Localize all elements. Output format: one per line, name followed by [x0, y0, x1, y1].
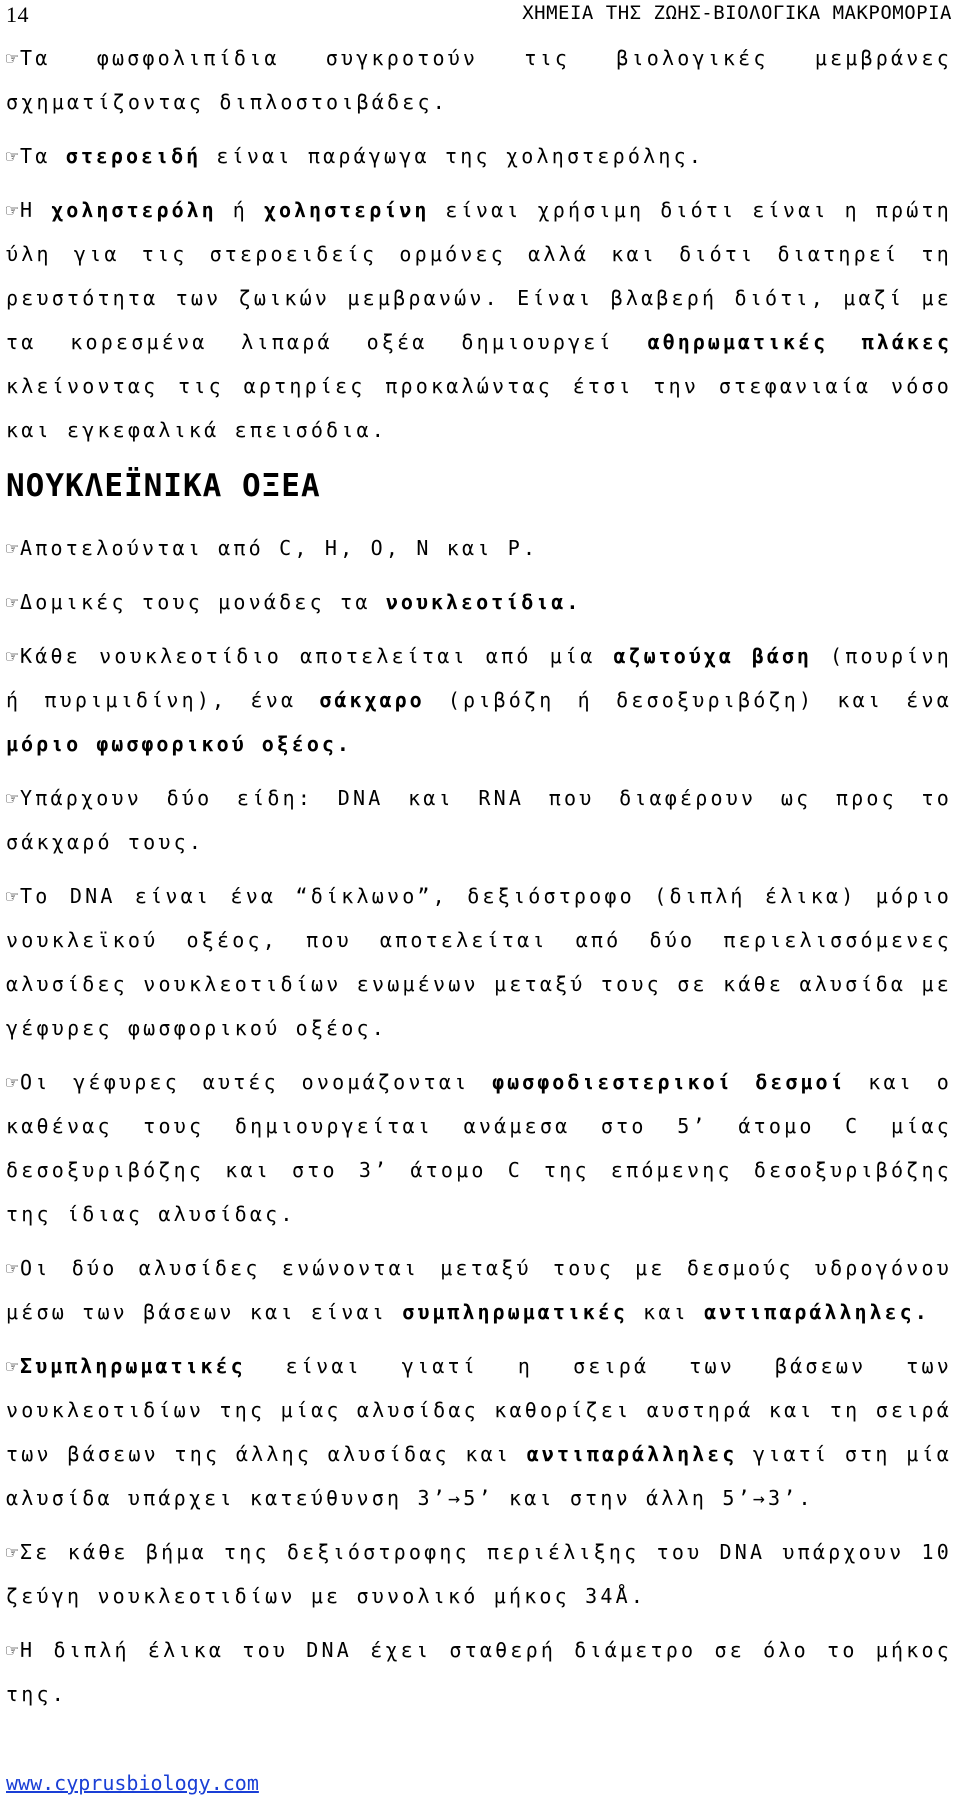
pointing-hand-icon: ☞	[6, 1070, 19, 1094]
text: είναι παράγωγα της χοληστερόλης.	[201, 144, 705, 168]
text: και	[627, 1300, 705, 1324]
paragraph-dna	[6, 874, 952, 1050]
paragraph-helix-step	[6, 1530, 952, 1618]
text: Υπάρχουν δύο είδη: DNA και RNA που διαφέρουν ως προς το σάκχαρό τους.	[6, 786, 952, 854]
bold-term: μόριο φωσφορικού οξέος.	[6, 732, 352, 756]
bold-term: συμπληρωματικές	[402, 1300, 628, 1324]
bold-term: στεροειδή	[65, 144, 202, 168]
text: κλείνοντας τις αρτηρίες προκαλώντας έτσι την στεφανιαία νόσο και εγκεφαλικά επεισόδια.	[6, 374, 952, 442]
text: Η	[20, 198, 52, 222]
text: Η διπλή έλικα του DNA έχει σταθερή διάμετρο σε όλο το μήκος της.	[6, 1638, 952, 1706]
pointing-hand-icon: ☞	[6, 590, 19, 614]
bold-term: χοληστερίνη	[263, 198, 430, 222]
page-header	[6, 2, 952, 26]
bold-term: αντιπαράλληλες	[526, 1442, 738, 1466]
text: (πουρίνη ή πυριμιδίνη), ένα	[6, 644, 952, 712]
bold-term: χοληστερόλη	[51, 198, 217, 222]
bold-term: φωσφοδιεστερικοί δεσμοί	[492, 1070, 846, 1094]
paragraph-bonds	[6, 1060, 952, 1236]
pointing-hand-icon: ☞	[6, 1638, 19, 1662]
pointing-hand-icon: ☞	[6, 884, 19, 908]
paragraph-units	[6, 580, 952, 624]
pointing-hand-icon: ☞	[6, 198, 19, 222]
text: Το DNA είναι ένα “δίκλωνο”, δεξιόστροφο (διπλή έλικα) μόριο νουκλεϊκού οξέος, που αποτελείται από δύο περιελισσόμενες αλυσίδες νουκλεοτιδίων ενωμένων μεταξύ τους σε κάθε αλυσίδα με γέφυρες φωσφορικού οξέος.	[6, 884, 952, 1040]
text: Κάθε νουκλεοτίδιο αποτελείται από μία	[20, 644, 614, 668]
paragraph-phospholipids	[6, 36, 952, 124]
text: Δομικές τους μονάδες τα	[20, 590, 386, 614]
pointing-hand-icon: ☞	[6, 46, 19, 70]
pointing-hand-icon: ☞	[6, 1256, 19, 1280]
running-title: ΧΗΜΕΙΑ ΤΗΣ ΖΩΗΣ-ΒΙΟΛΟΓΙΚΑ ΜΑΚΡΟΜΟΡΙΑ	[522, 2, 952, 24]
pointing-hand-icon: ☞	[6, 786, 19, 810]
paragraph-diameter	[6, 1628, 952, 1716]
paragraph-nucleotide	[6, 634, 952, 766]
pointing-hand-icon: ☞	[6, 536, 19, 560]
paragraph-cholesterol	[6, 188, 952, 452]
bold-term: Συμπληρωματικές	[20, 1354, 246, 1378]
section-title: ΝΟΥΚΛΕΪΝΙΚΑ ΟΞΕΑ	[6, 468, 321, 504]
text: Οι δύο αλυσίδες ενώνονται μεταξύ τους με δεσμούς υδρογόνου μέσω των βάσεων και είναι	[6, 1256, 952, 1324]
website-link[interactable]: www.cyprusbiology.com	[6, 1771, 259, 1795]
page-number: 14	[6, 2, 29, 27]
bold-term: αθηρωματικές πλάκες	[647, 330, 952, 354]
paragraph-steroids	[6, 134, 952, 178]
pointing-hand-icon: ☞	[6, 1540, 19, 1564]
bold-term: αζωτούχα βάση	[613, 644, 812, 668]
bold-term: σάκχαρο	[319, 688, 425, 712]
bold-term: νουκλεοτίδια.	[385, 590, 582, 614]
paragraph-types	[6, 776, 952, 864]
text: και ο καθένας τους δημιουργείται ανάμεσα στο 5’ άτομο C μίας δεσοξυριβόζης και στο 3’ άτομο C της επόμενης δεσοξυριβόζης της ίδιας αλυσίδας.	[6, 1070, 952, 1226]
pointing-hand-icon: ☞	[6, 644, 19, 668]
bold-term: αντιπαράλληλες.	[704, 1300, 930, 1324]
paragraph-complementary	[6, 1344, 952, 1520]
text: Τα	[20, 144, 66, 168]
text: είναι χρήσιμη διότι είναι η πρώτη ύλη για τις στεροειδείς ορμόνες αλλά και διότι διατηρεί τη ρευστότητα των ζωικών μεμβρανών. Είναι βλαβερή διότι, μαζί με τα κορεσμένα λιπαρά οξέα δημιουργεί	[6, 198, 952, 354]
paragraph-chains	[6, 1246, 952, 1334]
text: είναι γιατί η σειρά των βάσεων των νουκλεοτιδίων της μίας αλυσίδας καθορίζει αυστηρά και τη σειρά των βάσεων της άλλης αλυσίδας και	[6, 1354, 952, 1466]
text: γιατί στη μία αλυσίδα υπάρχει κατεύθυνση 3’→5’ και στην άλλη 5’→3’.	[6, 1442, 952, 1510]
pointing-hand-icon: ☞	[6, 1354, 19, 1378]
text: Σε κάθε βήμα της δεξιόστροφης περιέλιξης του DNA υπάρχουν 10 ζεύγη νουκλεοτιδίων με συνολικό μήκος 34Å.	[6, 1540, 952, 1608]
text: Οι γέφυρες αυτές ονομάζονται	[20, 1070, 493, 1094]
pointing-hand-icon: ☞	[6, 144, 19, 168]
text: Αποτελούνται από C, H, O, N και P.	[20, 536, 539, 560]
text: ή	[216, 198, 264, 222]
text: Τα φωσφολιπίδια συγκροτούν τις βιολογικές μεμβράνες σχηματίζοντας διπλοστοιβάδες.	[6, 46, 952, 114]
page-content	[6, 36, 952, 1726]
paragraph-elements	[6, 526, 952, 570]
text: (ριβόζη ή δεσοξυριβόζη) και ένα	[424, 688, 952, 712]
